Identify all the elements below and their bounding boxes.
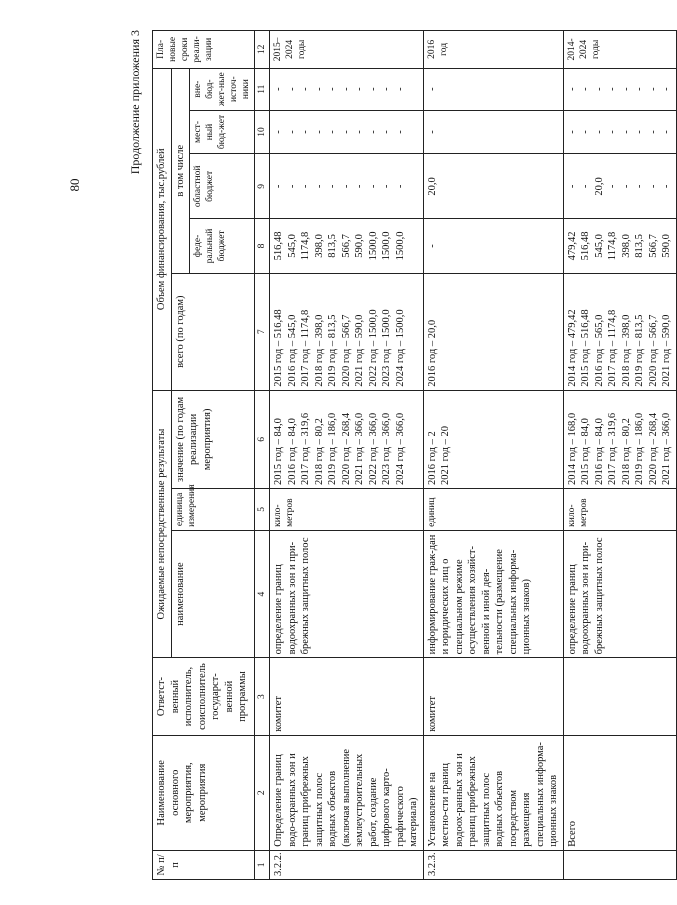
column-number: 6	[255, 390, 270, 488]
column-number: 10	[255, 110, 270, 154]
total-by-year-line: 2023 год – 1500,0	[381, 309, 392, 387]
column-number: 3	[255, 658, 270, 735]
yearly-values	[270, 390, 424, 488]
local-budget	[563, 110, 676, 154]
federal-budget-line: 479,42	[566, 231, 578, 261]
yearly-values-line: 2015 год – 84,0	[273, 418, 284, 486]
regional-budget-line: -	[634, 184, 645, 189]
extrabudget-sources	[270, 68, 424, 110]
local-budget-line: -	[367, 130, 379, 134]
responsible	[563, 658, 676, 735]
regional-budget-line: -	[661, 184, 672, 189]
regional-budget-line: -	[340, 184, 352, 189]
yearly-values-line: 2023 год – 366,0	[381, 412, 392, 486]
responsible: комитет	[423, 658, 563, 735]
total-by-year-line: 2022 год – 1500,0	[367, 309, 379, 387]
federal-budget-line: 590,0	[661, 234, 672, 258]
federal-budget-line: -	[426, 244, 438, 248]
regional-budget-line: 20,0	[593, 177, 605, 196]
yearly-values-line: 2016 год – 84,0	[593, 418, 605, 486]
header-result-name: наименование	[171, 530, 255, 658]
total-by-year-line: 2015 год – 516,48	[273, 309, 284, 387]
total-by-year-line: 2021 год – 590,0	[354, 314, 365, 387]
header-local: мест-ный бюд-жет	[190, 110, 255, 154]
regional-budget	[423, 154, 563, 219]
extrabudget-sources-line: -	[566, 87, 578, 91]
total-by-year-line: 2021 год – 590,0	[661, 314, 672, 387]
extrabudget-sources-line: -	[354, 87, 365, 91]
extrabudget-sources-line: -	[327, 87, 338, 91]
header-unit: единица измерения	[171, 489, 255, 531]
header-regional: областной бюджет	[190, 154, 255, 219]
local-budget-line: -	[313, 130, 325, 134]
total-by-year-line: 2024 год – 1500,0	[394, 309, 406, 387]
header-responsible: Ответст-венный исполнитель, соисполнитель государст-венной программы	[153, 658, 255, 735]
regional-budget-line: -	[354, 184, 365, 189]
header-total: всего (по годам)	[171, 273, 255, 390]
regional-budget-line: -	[566, 184, 578, 189]
header-num: № п/п	[153, 850, 255, 879]
yearly-values-line: 2020 год – 268,4	[340, 412, 352, 486]
row-number: 3.2.3.	[423, 850, 563, 879]
total-by-year-line: 2016 год – 20,0	[426, 319, 438, 387]
federal-budget	[563, 219, 676, 273]
regional-budget	[270, 154, 424, 219]
yearly-values-line: 2018 год – 80,2	[620, 418, 632, 486]
local-budget-line: -	[566, 130, 578, 134]
header-value: значение (по годам реализации мероприятия)	[171, 390, 255, 488]
term: 2015–2024 годы	[270, 31, 424, 69]
yearly-values-line: 2015 год – 84,0	[580, 418, 591, 486]
yearly-values	[563, 390, 676, 488]
result-name: информирование граж-дан и юридических лиц о специальном режиме осуществления хозяйст-венной и иной дея-тельности (размещение специальных информа-ционных знаков)	[423, 530, 563, 658]
column-number: 5	[255, 489, 270, 531]
responsible: комитет	[270, 658, 424, 735]
federal-budget-line: 1500,0	[394, 231, 406, 261]
total-by-year-line: 2017 год – 1174,8	[607, 309, 618, 387]
extrabudget-sources-line: -	[340, 87, 352, 91]
federal-budget-line: 516,48	[580, 231, 591, 261]
regional-budget	[563, 154, 676, 219]
total-by-year-line: 2016 год – 565,0	[593, 314, 605, 387]
extrabudget-sources-line: -	[394, 87, 406, 91]
measure-name: Определение границ водо-охранных зон и границ прибрежных защитных полос водных объектов (включая выполнение землеустроительных работ, создание цифрового карто-графического материала)	[270, 735, 424, 850]
yearly-values-line: 2016 год – 84,0	[286, 418, 298, 486]
table-row	[423, 31, 563, 880]
federal-budget-line: 566,7	[647, 234, 659, 258]
yearly-values-line: 2022 год – 366,0	[367, 412, 379, 486]
extrabudget-sources-line: -	[381, 87, 392, 91]
header-financing: Объем финансирования, тыс.рублей	[153, 68, 172, 390]
regional-budget-line: -	[394, 184, 406, 189]
federal-budget-line: 1500,0	[367, 231, 379, 261]
regional-budget-line: -	[367, 184, 379, 189]
federal-budget-line: 398,0	[313, 234, 325, 258]
total-by-year-line: 2015 год – 516,48	[580, 309, 591, 387]
header-including: в том числе	[171, 68, 190, 273]
table-row	[270, 31, 424, 880]
local-budget-line: -	[426, 130, 438, 134]
local-budget-line: -	[354, 130, 365, 134]
continuation-caption: Продолжение приложения 3	[128, 30, 142, 175]
column-number: 11	[255, 68, 270, 110]
yearly-values-line: 2017 год – 319,6	[607, 412, 618, 486]
local-budget-line: -	[647, 130, 659, 134]
yearly-values-line: 2019 год – 186,0	[327, 412, 338, 486]
column-number: 8	[255, 219, 270, 273]
extrabudget-sources-line: -	[286, 87, 298, 91]
yearly-values-line: 2014 год – 168,0	[566, 412, 578, 486]
extrabudget-sources-line: -	[367, 87, 379, 91]
federal-budget	[270, 219, 424, 273]
header-extrabudget: вне-бюд-жет-ные источ-ники	[190, 68, 255, 110]
total-by-year-line: 2018 год – 398,0	[620, 314, 632, 387]
header-name: Наименование основного мероприятия, мероприятия	[153, 735, 255, 850]
regional-budget-line: -	[286, 184, 298, 189]
column-number: 12	[255, 31, 270, 69]
extrabudget-sources-line: -	[661, 87, 672, 91]
measure-name: Всего	[563, 735, 676, 850]
total-by-year-line: 2017 год – 1174,8	[300, 309, 311, 387]
column-numbers-row	[255, 31, 270, 880]
extrabudget-sources-line: -	[607, 87, 618, 91]
yearly-values-line: 2020 год – 268,4	[647, 412, 659, 486]
local-budget-line: -	[580, 130, 591, 134]
term: 2016 год	[423, 31, 563, 69]
header-expected-results: Ожидаемые непосредственные результаты	[153, 390, 172, 658]
program-table	[152, 30, 677, 880]
extrabudget-sources	[563, 68, 676, 110]
regional-budget-line: -	[300, 184, 311, 189]
row-number	[563, 850, 676, 879]
total-by-year	[270, 273, 424, 390]
regional-budget-line: -	[381, 184, 392, 189]
yearly-values-line: 2021 год – 366,0	[354, 412, 365, 486]
regional-budget-line: -	[273, 184, 284, 189]
local-budget-line: -	[607, 130, 618, 134]
column-number: 9	[255, 154, 270, 219]
federal-budget-line: 1174,8	[607, 231, 618, 261]
local-budget-line: -	[340, 130, 352, 134]
total-by-year-line: 2020 год – 566,7	[340, 314, 352, 387]
unit: кило-метров	[563, 489, 676, 531]
column-number: 2	[255, 735, 270, 850]
federal-budget-line: 566,7	[340, 234, 352, 258]
federal-budget-line: 398,0	[620, 234, 632, 258]
local-budget	[423, 110, 563, 154]
local-budget-line: -	[661, 130, 672, 134]
column-number: 4	[255, 530, 270, 658]
total-by-year-line: 2014 год – 479,42	[566, 309, 578, 387]
regional-budget-line: -	[607, 184, 618, 189]
table-row	[563, 31, 676, 880]
extrabudget-sources-line: -	[273, 87, 284, 91]
extrabudget-sources-line: -	[620, 87, 632, 91]
yearly-values-line: 2024 год – 366,0	[394, 412, 406, 486]
federal-budget-line: 590,0	[354, 234, 365, 258]
rotated-page	[120, 30, 672, 880]
page-number: 80	[67, 178, 82, 192]
yearly-values-line: 2021 год – 366,0	[661, 412, 672, 486]
federal-budget-line: 545,0	[593, 234, 605, 258]
local-budget-line: -	[381, 130, 392, 134]
regional-budget-line: -	[327, 184, 338, 189]
extrabudget-sources-line: -	[313, 87, 325, 91]
total-by-year-line: 2020 год – 566,7	[647, 314, 659, 387]
extrabudget-sources-line: -	[634, 87, 645, 91]
extrabudget-sources	[423, 68, 563, 110]
unit: кило-метров	[270, 489, 424, 531]
local-budget-line: -	[273, 130, 284, 134]
extrabudget-sources-line: -	[426, 87, 438, 91]
local-budget-line: -	[327, 130, 338, 134]
yearly-values-line: 2017 год – 319,6	[300, 412, 311, 486]
column-number: 1	[255, 850, 270, 879]
total-by-year-line: 2018 год – 398,0	[313, 314, 325, 387]
regional-budget-line: 20,0	[426, 177, 438, 196]
yearly-values-line: 2016 год – 2	[426, 431, 438, 486]
extrabudget-sources-line: -	[647, 87, 659, 91]
extrabudget-sources-line: -	[593, 87, 605, 91]
yearly-values-line: 2021 год – 20	[440, 426, 451, 486]
unit: единиц	[423, 489, 563, 531]
total-by-year-line: 2019 год – 813,5	[634, 314, 645, 387]
local-budget-line: -	[300, 130, 311, 134]
total-by-year-line: 2019 год – 813,5	[327, 314, 338, 387]
result-name: определение границ водоохранных зон и при-брежных защитных полос	[563, 530, 676, 658]
local-budget	[270, 110, 424, 154]
yearly-values-line: 2018 год – 80,2	[313, 418, 325, 486]
yearly-values-line: 2019 год – 186,0	[634, 412, 645, 486]
column-number: 7	[255, 273, 270, 390]
result-name: определение границ водоохранных зон и при-брежных защитных полос	[270, 530, 424, 658]
total-by-year	[563, 273, 676, 390]
table-body	[270, 31, 677, 880]
total-by-year	[423, 273, 563, 390]
federal-budget-line: 516,48	[273, 231, 284, 261]
federal-budget-line: 1174,8	[300, 231, 311, 261]
federal-budget-line: 813,5	[634, 234, 645, 258]
local-budget-line: -	[394, 130, 406, 134]
regional-budget-line: -	[313, 184, 325, 189]
federal-budget-line: 1500,0	[381, 231, 392, 261]
federal-budget-line: 545,0	[286, 234, 298, 258]
federal-budget-line: 813,5	[327, 234, 338, 258]
row-number: 3.2.2.	[270, 850, 424, 879]
total-by-year-line: 2016 год – 545,0	[286, 314, 298, 387]
extrabudget-sources-line: -	[580, 87, 591, 91]
federal-budget	[423, 219, 563, 273]
local-budget-line: -	[634, 130, 645, 134]
header-federal: феде-ральный бюджет	[190, 219, 255, 273]
local-budget-line: -	[593, 130, 605, 134]
regional-budget-line: -	[647, 184, 659, 189]
yearly-values	[423, 390, 563, 488]
extrabudget-sources-line: -	[300, 87, 311, 91]
term: 2014-2024 годы	[563, 31, 676, 69]
measure-name: Установление на местно-сти границ водоох-ранных зон и границ прибрежных защитных полос водных объектов посредством размещения специальных информа-ционных знаков	[423, 735, 563, 850]
regional-budget-line: -	[620, 184, 632, 189]
header-term: Пла-новые сроки реали-зации	[153, 31, 255, 69]
regional-budget-line: -	[580, 184, 591, 189]
local-budget-line: -	[620, 130, 632, 134]
local-budget-line: -	[286, 130, 298, 134]
